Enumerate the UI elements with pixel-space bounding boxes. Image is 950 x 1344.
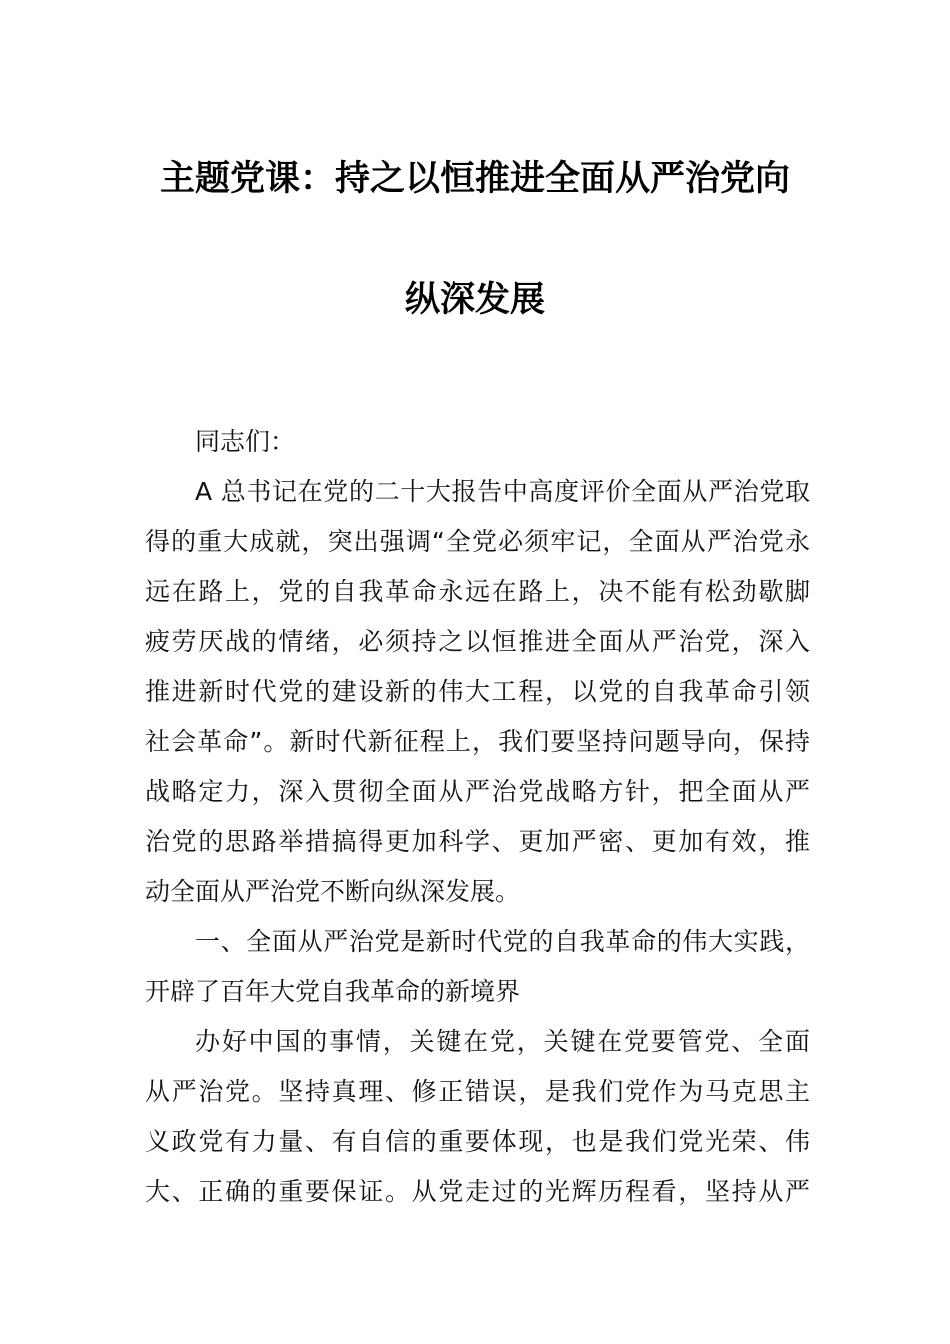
- paragraph-1-line: 推进新时代党的建设新的伟大工程，以党的自我革命引领: [145, 677, 810, 706]
- paragraph-1-line: 得的重大成就，突出强调“全党必须牢记，全面从严治党永: [145, 527, 810, 556]
- section-heading-1-line: 一、全面从严治党是新时代党的自我革命的伟大实践，: [195, 927, 810, 956]
- paragraph-1-line: 动全面从严治党不断向纵深发展。: [145, 877, 521, 906]
- paragraph-1-line: 疲劳厌战的情绪，必须持之以恒推进全面从严治党，深入: [145, 627, 810, 656]
- paragraph-1-line: 远在路上，党的自我革命永远在路上，决不能有松劲歇脚: [145, 577, 810, 606]
- paragraph-2-line: 义政党有力量、有自信的重要体现，也是我们党光荣、伟: [145, 1127, 810, 1156]
- paragraph-1-line: 社会革命”。新时代新征程上，我们要坚持问题导向，保持: [145, 727, 810, 756]
- section-heading-1-line: 开辟了百年大党自我革命的新境界: [145, 977, 521, 1006]
- paragraph-1-line: A 总书记在党的二十大报告中高度评价全面从严治党取: [195, 477, 810, 506]
- paragraph-1-line: 战略定力，深入贯彻全面从严治党战略方针，把全面从严: [145, 777, 810, 806]
- body-paragraphs: [145, 467, 810, 1217]
- greeting: [145, 417, 810, 467]
- document-title-line-1: 主题党课：持之以恒推进全面从严治党向: [159, 159, 790, 199]
- paragraph-2-line: 办好中国的事情，关键在党，关键在党要管党、全面: [195, 1027, 810, 1056]
- paragraph-1-line: 治党的思路举措搞得更加科学、更加严密、更加有效，推: [145, 827, 810, 856]
- greeting-text: 同志们：: [195, 427, 296, 456]
- paragraph-2-line: 大、正确的重要保证。从党走过的光辉历程看，坚持从严: [145, 1177, 810, 1206]
- document-title-line-2: 纵深发展: [404, 280, 545, 320]
- paragraph-2-line: 从严治党。坚持真理、修正错误，是我们党作为马克思主: [145, 1077, 810, 1106]
